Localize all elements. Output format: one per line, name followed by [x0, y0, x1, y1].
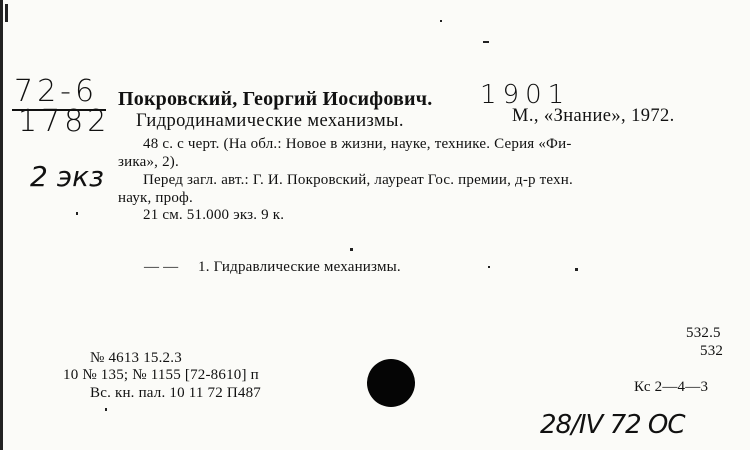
scan-speck — [483, 41, 489, 43]
handwritten-year-mark: 1901 — [480, 80, 571, 110]
handwritten-shelf-bottom: 1782 — [18, 104, 111, 139]
collation-line-cont: зика», 2). — [118, 154, 179, 170]
author-mark: Кс 2—4—3 — [634, 379, 709, 395]
classification-2: 532 — [700, 343, 724, 359]
order-number: № 4613 15.2.3 — [90, 350, 182, 366]
handwritten-margin-note: 2 экз — [30, 160, 104, 193]
scan-speck — [105, 408, 107, 411]
scan-speck — [5, 4, 8, 22]
subject-dash: — — — [144, 259, 179, 275]
scan-speck — [350, 248, 353, 251]
card-punch-hole — [367, 359, 415, 407]
scan-speck — [76, 212, 78, 215]
order-details: 10 № 135; № 1155 [72-8610] п — [63, 367, 259, 383]
book-title: Гидродинамические механизмы. — [136, 111, 404, 131]
author-note-cont: наук, проф. — [118, 190, 193, 206]
card-edge — [0, 0, 3, 450]
scan-speck — [488, 266, 490, 268]
classification-1: 532.5 — [686, 325, 721, 341]
author-heading: Покровский, Георгий Иосифович. — [118, 88, 433, 110]
scan-speck — [575, 268, 578, 271]
book-chamber-line: Вс. кн. пал. 10 11 72 П487 — [90, 385, 262, 401]
collation-line: 48 с. с черт. (На обл.: Новое в жизни, науке, технике. Серия «Фи- — [143, 136, 572, 152]
physical-description: 21 см. 51.000 экз. 9 к. — [143, 207, 285, 223]
subject-heading: 1. Гидравлические механизмы. — [198, 259, 401, 275]
handwritten-signature: 28/IV 72 ОС — [540, 410, 685, 440]
handwritten-shelf-top: 72-6 — [14, 74, 99, 109]
imprint: М., «Знание», 1972. — [512, 106, 675, 126]
scan-speck — [440, 20, 442, 22]
author-note: Перед загл. авт.: Г. И. Покровский, лауреат Гос. премии, д-р техн. — [143, 172, 573, 188]
